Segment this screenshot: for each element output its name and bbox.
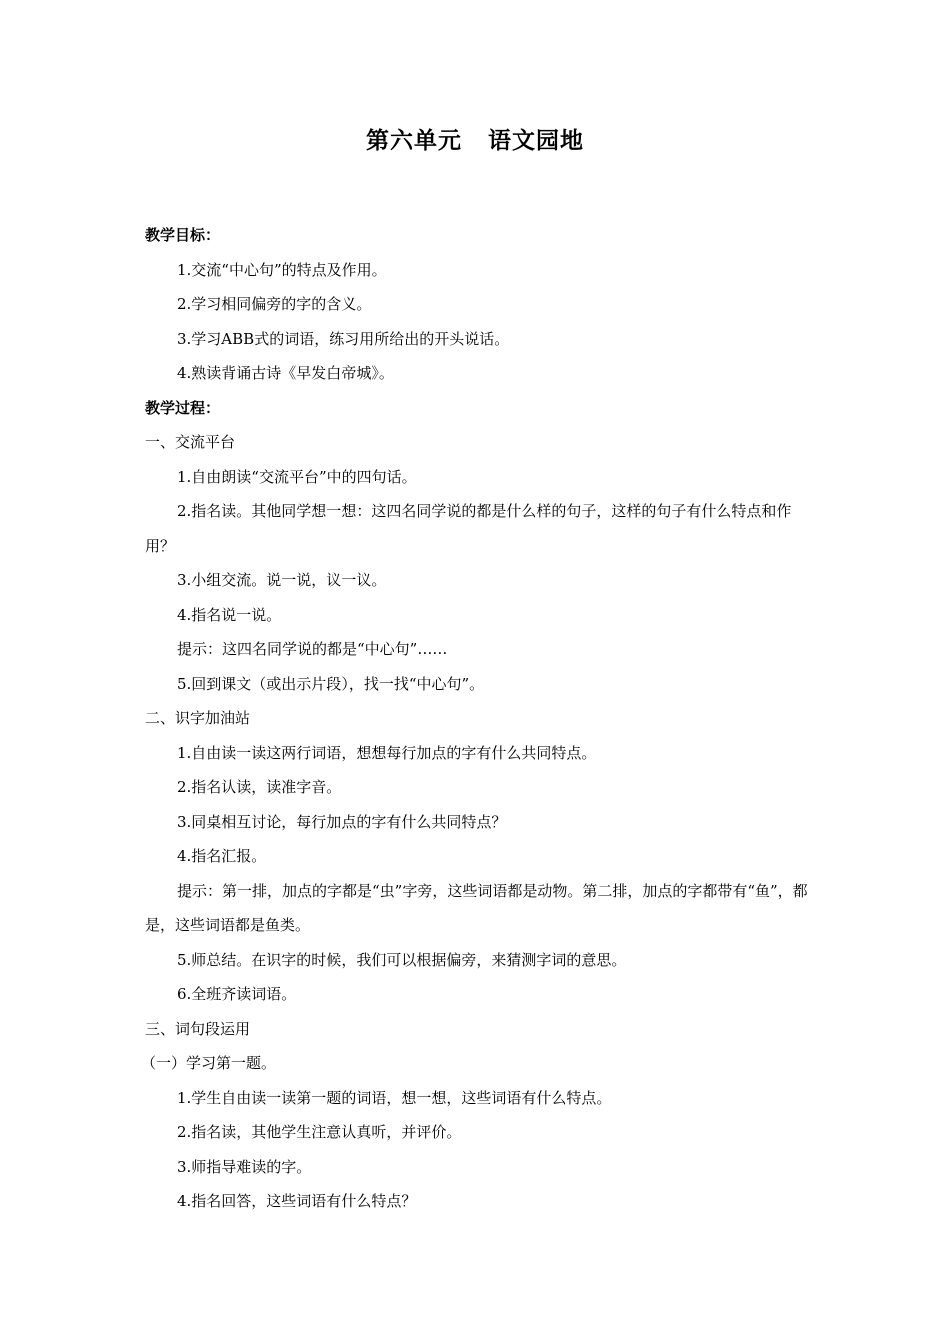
title-topic: 语文园地 [488,128,584,154]
objective-item: 4.熟读背诵古诗《早发白帝城》。 [177,364,394,382]
process-item: 5.回到课文（或出示片段），找一找“中心句”。 [177,674,485,693]
objective-item: 2.学习相同偏旁的字的含义。 [177,295,372,313]
process-item: 6.全班齐读词语。 [177,985,297,1003]
objective-item: 1.交流“中心句”的特点及作用。 [177,260,387,279]
process-item: 5.师总结。在识字的时候，我们可以根据偏旁，来猜测字词的意思。 [177,950,627,969]
process-item: 1.自由朗读“交流平台”中的四句话。 [177,467,417,486]
process-item: 1.自由读一读这两行词语，想想每行加点的字有什么共同特点。 [177,743,597,762]
subsection-title: （一）学习第一题。 [141,1054,277,1072]
section-title: 三、词句段运用 [145,1019,251,1038]
process-item: 4.指名汇报。 [177,847,267,865]
objectives-heading: 教学目标： [145,226,221,244]
process-item: 3.小组交流。说一说，议一议。 [177,571,387,589]
section-title: 二、识字加油站 [145,709,251,727]
objective-item: 3.学习ABB式的词语，练习用所给出的开头说话。 [177,329,510,348]
hint-text: 提示：第一排，加点的字都是“虫”字旁，这些词语都是动物。第二排，加点的字都带有“鱼”，都是，这些词语都是鱼类。 [145,881,808,934]
process-item: 2.指名读，其他学生注意认真听，并评价。 [177,1123,462,1141]
page-title [0,122,950,155]
process-item: 1.学生自由读一读第一题的词语，想一想，这些词语有什么特点。 [177,1088,612,1107]
process-heading: 教学过程： [145,398,221,417]
process-item: 2.指名认读，读准字音。 [177,778,342,796]
process-item: 2.指名读。其他同学想一想：这四名同学说的都是什么样的句子，这样的句子有什么特点和作用？ [145,502,792,555]
process-item: 3.师指导难读的字。 [177,1157,312,1176]
hint-text: 提示：这四名同学说的都是“中心句”…… [177,640,448,658]
title-unit: 第六单元 [366,128,462,154]
process-item: 3.同桌相互讨论，每行加点的字有什么共同特点？ [177,812,507,831]
section-title: 一、交流平台 [145,433,236,451]
lesson-content [141,218,810,1219]
process-item: 4.指名回答，这些词语有什么特点？ [177,1192,417,1210]
process-item: 4.指名说一说。 [177,605,282,624]
